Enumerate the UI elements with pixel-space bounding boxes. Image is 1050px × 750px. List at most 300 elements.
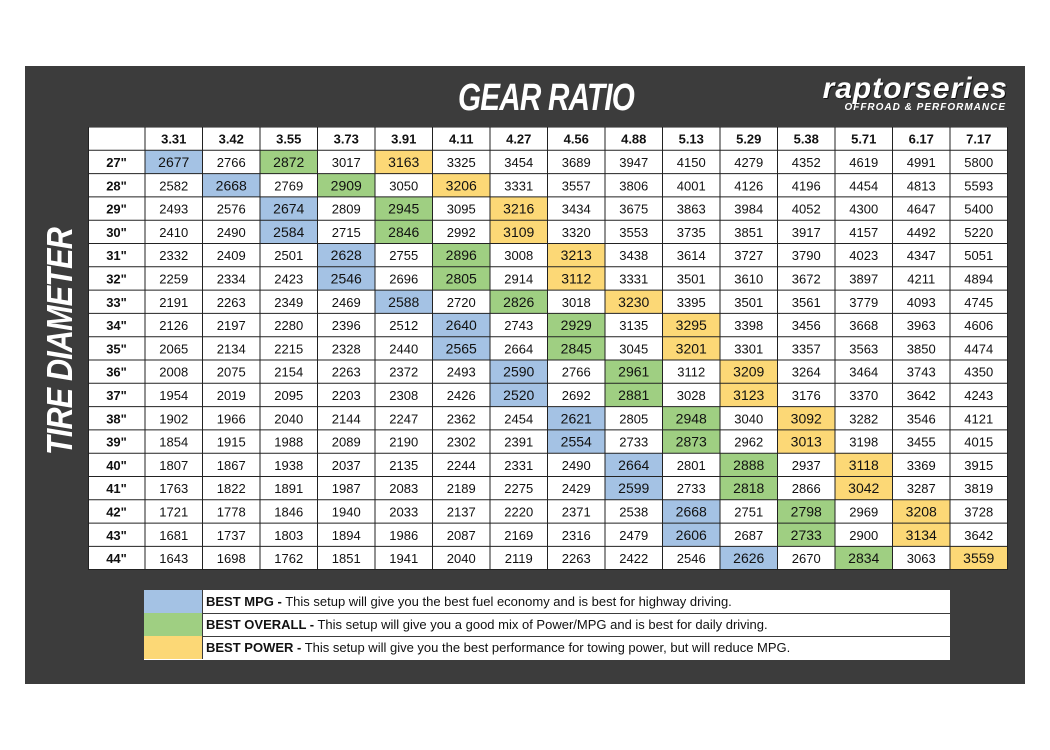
rpm-cell: 2805 bbox=[619, 411, 649, 427]
legend-text bbox=[206, 590, 732, 613]
rpm-cell: 3216 bbox=[503, 200, 535, 217]
rpm-cell: 5800 bbox=[964, 154, 994, 170]
row-header: 33" bbox=[106, 294, 127, 310]
rpm-cell: 2275 bbox=[504, 481, 534, 497]
row-header: 28" bbox=[106, 178, 127, 194]
rpm-cell: 1966 bbox=[216, 411, 246, 427]
rpm-cell: 3915 bbox=[964, 457, 994, 473]
rpm-cell: 1681 bbox=[159, 527, 189, 543]
row-header: 27" bbox=[106, 154, 127, 170]
rpm-cell: 2263 bbox=[216, 294, 246, 310]
rpm-cell: 4093 bbox=[906, 294, 936, 310]
rpm-cell: 2019 bbox=[216, 387, 246, 403]
rpm-cell: 2873 bbox=[675, 433, 707, 450]
legend-item-best-overall bbox=[144, 613, 950, 637]
chart-title: GEAR RATIO bbox=[458, 77, 635, 119]
column-header: 4.56 bbox=[563, 131, 589, 147]
rpm-cell: 4015 bbox=[964, 434, 994, 450]
rpm-cell: 2302 bbox=[446, 434, 476, 450]
rpm-cell: 2331 bbox=[504, 457, 534, 473]
legend-swatch-best-power bbox=[144, 636, 203, 659]
rpm-cell: 4350 bbox=[964, 364, 994, 380]
rpm-cell: 3018 bbox=[561, 294, 591, 310]
rpm-cell: 3135 bbox=[619, 318, 649, 334]
rpm-cell: 3208 bbox=[905, 503, 937, 520]
rpm-cell: 2801 bbox=[676, 457, 706, 473]
rpm-cell: 3198 bbox=[849, 434, 879, 450]
rpm-cell: 2969 bbox=[849, 504, 879, 520]
rpm-cell: 2845 bbox=[560, 340, 592, 357]
rpm-cell: 2992 bbox=[446, 224, 476, 240]
rpm-cell: 3040 bbox=[734, 411, 764, 427]
column-header: 4.11 bbox=[448, 131, 474, 147]
rpm-cell: 2914 bbox=[504, 271, 534, 287]
rpm-cell: 2826 bbox=[503, 293, 535, 310]
rpm-cell: 2409 bbox=[216, 248, 246, 264]
rpm-cell: 2423 bbox=[274, 271, 304, 287]
rpm-cell: 2065 bbox=[159, 341, 189, 357]
rpm-cell: 2520 bbox=[503, 386, 535, 403]
rpm-cell: 3295 bbox=[675, 317, 707, 334]
rpm-cell: 1902 bbox=[159, 411, 189, 427]
rpm-cell: 1988 bbox=[274, 434, 304, 450]
rpm-cell: 3561 bbox=[791, 294, 821, 310]
rpm-cell: 2606 bbox=[675, 526, 707, 543]
rpm-cell: 4619 bbox=[849, 154, 879, 170]
rpm-cell: 3984 bbox=[734, 201, 764, 217]
column-header: 5.13 bbox=[678, 131, 704, 147]
rpm-cell: 2469 bbox=[331, 294, 361, 310]
rpm-cell: 2144 bbox=[331, 411, 361, 427]
column-header: 3.55 bbox=[276, 131, 302, 147]
rpm-cell: 1940 bbox=[331, 504, 361, 520]
rpm-cell: 2244 bbox=[446, 457, 476, 473]
rpm-cell: 2247 bbox=[389, 411, 419, 427]
rpm-cell: 1643 bbox=[159, 551, 189, 567]
rpm-cell: 2083 bbox=[389, 481, 419, 497]
rpm-cell: 2715 bbox=[331, 224, 361, 240]
rpm-cell: 2834 bbox=[848, 550, 880, 567]
rpm-cell: 4023 bbox=[849, 248, 879, 264]
rpm-cell: 3727 bbox=[734, 248, 764, 264]
rpm-cell: 2490 bbox=[561, 457, 591, 473]
rpm-cell: 4991 bbox=[906, 154, 936, 170]
rpm-cell: 2866 bbox=[791, 481, 821, 497]
rpm-cell: 4121 bbox=[964, 411, 994, 427]
rpm-cell: 2937 bbox=[791, 457, 821, 473]
rpm-cell: 2215 bbox=[274, 341, 304, 357]
rpm-cell: 3806 bbox=[619, 178, 649, 194]
rpm-cell: 3501 bbox=[734, 294, 764, 310]
column-header: 5.29 bbox=[736, 131, 762, 147]
rpm-cell: 3176 bbox=[791, 387, 821, 403]
rpm-cell: 3553 bbox=[619, 224, 649, 240]
rpm-cell: 3092 bbox=[790, 410, 822, 427]
rpm-cell: 3851 bbox=[734, 224, 764, 240]
legend-label: BEST OVERALL - bbox=[206, 617, 315, 632]
rpm-cell: 2190 bbox=[389, 434, 419, 450]
rpm-cell: 2881 bbox=[618, 386, 650, 403]
rpm-cell: 5220 bbox=[964, 224, 994, 240]
rpm-cell: 2948 bbox=[675, 410, 707, 427]
rpm-cell: 3863 bbox=[676, 201, 706, 217]
rpm-cell: 1894 bbox=[331, 527, 361, 543]
rpm-cell: 2962 bbox=[734, 434, 764, 450]
rpm-cell: 3230 bbox=[618, 293, 650, 310]
rpm-cell: 2396 bbox=[331, 318, 361, 334]
gear-ratio-grid bbox=[88, 127, 1008, 570]
column-header: 4.27 bbox=[506, 131, 532, 147]
rpm-cell: 3610 bbox=[734, 271, 764, 287]
rpm-cell: 3850 bbox=[906, 341, 936, 357]
rpm-cell: 2426 bbox=[446, 387, 476, 403]
rpm-cell: 2961 bbox=[618, 363, 650, 380]
rpm-cell: 2490 bbox=[216, 224, 246, 240]
rpm-cell: 2191 bbox=[159, 294, 189, 310]
rpm-cell: 2479 bbox=[619, 527, 649, 543]
rpm-cell: 2075 bbox=[216, 364, 246, 380]
row-header: 39" bbox=[106, 434, 127, 450]
rpm-cell: 3398 bbox=[734, 318, 764, 334]
rpm-cell: 2422 bbox=[619, 551, 649, 567]
rpm-cell: 4001 bbox=[676, 178, 706, 194]
rpm-cell: 4196 bbox=[791, 178, 821, 194]
rpm-cell: 1698 bbox=[216, 551, 246, 567]
rpm-cell: 2391 bbox=[504, 434, 534, 450]
rpm-cell: 3689 bbox=[561, 154, 591, 170]
rpm-cell: 3370 bbox=[849, 387, 879, 403]
rpm-cell: 1737 bbox=[216, 527, 246, 543]
legend bbox=[144, 590, 950, 660]
column-header: 6.17 bbox=[908, 131, 934, 147]
rpm-cell: 2316 bbox=[561, 527, 591, 543]
legend-description: This setup will give you a good mix of Power/MPG and is best for daily driving. bbox=[314, 617, 768, 632]
rpm-cell: 4647 bbox=[906, 201, 936, 217]
rpm-cell: 2334 bbox=[216, 271, 246, 287]
legend-description: This setup will give you the best performance for towing power, but will reduce MPG. bbox=[301, 640, 791, 655]
rpm-cell: 3118 bbox=[848, 456, 879, 473]
rpm-cell: 2582 bbox=[159, 178, 189, 194]
rpm-cell: 3642 bbox=[964, 527, 994, 543]
rpm-cell: 2769 bbox=[274, 178, 304, 194]
rpm-cell: 4157 bbox=[849, 224, 879, 240]
rpm-cell: 1851 bbox=[331, 551, 361, 567]
rpm-cell: 3819 bbox=[964, 481, 994, 497]
rpm-cell: 2664 bbox=[618, 456, 650, 473]
rpm-cell: 3063 bbox=[906, 551, 936, 567]
row-header: 36" bbox=[106, 364, 127, 380]
rpm-cell: 2328 bbox=[331, 341, 361, 357]
rpm-cell: 2751 bbox=[734, 504, 764, 520]
legend-swatch-best-overall bbox=[144, 613, 203, 636]
rpm-cell: 2095 bbox=[274, 387, 304, 403]
rpm-cell: 3008 bbox=[504, 248, 534, 264]
rpm-cell: 2332 bbox=[159, 248, 189, 264]
row-header: 43" bbox=[106, 527, 127, 543]
rpm-cell: 2692 bbox=[561, 387, 591, 403]
rpm-cell: 1846 bbox=[274, 504, 304, 520]
rpm-cell: 3897 bbox=[849, 271, 879, 287]
legend-swatch-best-mpg bbox=[144, 590, 203, 613]
rpm-cell: 2220 bbox=[504, 504, 534, 520]
rpm-cell: 4300 bbox=[849, 201, 879, 217]
rpm-cell: 3028 bbox=[676, 387, 706, 403]
rpm-cell: 2263 bbox=[561, 551, 591, 567]
rpm-cell: 3668 bbox=[849, 318, 879, 334]
rpm-cell: 3112 bbox=[561, 270, 592, 287]
rpm-cell: 2259 bbox=[159, 271, 189, 287]
rpm-cell: 2945 bbox=[388, 200, 420, 217]
rpm-cell: 2037 bbox=[331, 457, 361, 473]
brand-name: raptorseries bbox=[822, 72, 1008, 105]
rpm-cell: 4606 bbox=[964, 318, 994, 334]
rpm-cell: 2670 bbox=[791, 551, 821, 567]
rpm-cell: 1891 bbox=[274, 481, 304, 497]
rpm-cell: 3123 bbox=[733, 386, 765, 403]
rpm-cell: 1803 bbox=[274, 527, 304, 543]
row-header: 37" bbox=[106, 387, 127, 403]
rpm-cell: 2818 bbox=[733, 480, 765, 497]
rpm-cell: 2008 bbox=[159, 364, 189, 380]
rpm-cell: 2154 bbox=[274, 364, 304, 380]
rpm-cell: 2766 bbox=[561, 364, 591, 380]
rpm-cell: 3642 bbox=[906, 387, 936, 403]
rpm-cell: 2033 bbox=[389, 504, 419, 520]
brand-tagline: OFFROAD & PERFORMANCE bbox=[844, 102, 1006, 113]
row-header: 44" bbox=[106, 551, 127, 567]
rpm-cell: 4474 bbox=[964, 341, 994, 357]
rpm-cell: 3357 bbox=[791, 341, 821, 357]
row-header: 32" bbox=[106, 271, 127, 287]
rpm-cell: 3779 bbox=[849, 294, 879, 310]
rpm-cell: 2720 bbox=[446, 294, 476, 310]
rpm-cell: 2588 bbox=[388, 293, 420, 310]
rpm-cell: 3045 bbox=[619, 341, 649, 357]
rpm-cell: 3369 bbox=[906, 457, 936, 473]
rpm-cell: 2626 bbox=[733, 550, 765, 567]
rpm-cell: 2554 bbox=[560, 433, 592, 450]
rpm-cell: 3109 bbox=[503, 223, 535, 240]
rpm-cell: 1867 bbox=[216, 457, 246, 473]
rpm-cell: 2584 bbox=[273, 223, 305, 240]
rpm-cell: 2040 bbox=[446, 551, 476, 567]
rpm-cell: 2696 bbox=[389, 271, 419, 287]
row-header: 30" bbox=[106, 224, 127, 240]
rpm-cell: 4279 bbox=[734, 154, 764, 170]
rpm-cell: 3917 bbox=[791, 224, 821, 240]
rpm-cell: 2169 bbox=[504, 527, 534, 543]
rpm-cell: 2599 bbox=[618, 480, 650, 497]
rpm-cell: 2454 bbox=[504, 411, 534, 427]
legend-text bbox=[206, 613, 768, 636]
rpm-cell: 2137 bbox=[446, 504, 476, 520]
rpm-cell: 3456 bbox=[791, 318, 821, 334]
rpm-cell: 3095 bbox=[446, 201, 476, 217]
rpm-cell: 2087 bbox=[446, 527, 476, 543]
row-header: 38" bbox=[106, 411, 127, 427]
rpm-cell: 4492 bbox=[906, 224, 936, 240]
rpm-cell: 4243 bbox=[964, 387, 994, 403]
rpm-cell: 1915 bbox=[216, 434, 246, 450]
rpm-cell: 2872 bbox=[273, 153, 305, 170]
rpm-cell: 3331 bbox=[504, 178, 534, 194]
rpm-cell: 3301 bbox=[734, 341, 764, 357]
rpm-cell: 2677 bbox=[158, 153, 190, 170]
rpm-cell: 3559 bbox=[963, 550, 995, 567]
rpm-cell: 3050 bbox=[389, 178, 419, 194]
rpm-cell: 1941 bbox=[389, 551, 419, 567]
rpm-cell: 4126 bbox=[734, 178, 764, 194]
rpm-cell: 3455 bbox=[906, 434, 936, 450]
row-header: 31" bbox=[106, 248, 127, 264]
rpm-cell: 1938 bbox=[274, 457, 304, 473]
rpm-cell: 2546 bbox=[676, 551, 706, 567]
rpm-cell: 3282 bbox=[849, 411, 879, 427]
rpm-cell: 1854 bbox=[159, 434, 189, 450]
rpm-cell: 2565 bbox=[445, 340, 477, 357]
rpm-cell: 4052 bbox=[791, 201, 821, 217]
rpm-cell: 3675 bbox=[619, 201, 649, 217]
rpm-cell: 2349 bbox=[274, 294, 304, 310]
rpm-cell: 3264 bbox=[791, 364, 821, 380]
rpm-cell: 3614 bbox=[676, 248, 706, 264]
rpm-cell: 3743 bbox=[906, 364, 936, 380]
rpm-cell: 3331 bbox=[619, 271, 649, 287]
rpm-cell: 3395 bbox=[676, 294, 706, 310]
rpm-cell: 2755 bbox=[389, 248, 419, 264]
rpm-cell: 2687 bbox=[734, 527, 764, 543]
column-header: 3.42 bbox=[218, 131, 244, 147]
rpm-cell: 2308 bbox=[389, 387, 419, 403]
column-header: 5.71 bbox=[851, 131, 877, 147]
rpm-cell: 2493 bbox=[446, 364, 476, 380]
rpm-cell: 3672 bbox=[791, 271, 821, 287]
rpm-cell: 2668 bbox=[675, 503, 707, 520]
rpm-cell: 3134 bbox=[905, 526, 937, 543]
legend-item-best-power bbox=[144, 636, 950, 659]
rpm-cell: 2628 bbox=[330, 247, 362, 264]
rpm-cell: 2203 bbox=[331, 387, 361, 403]
rpm-cell: 2372 bbox=[389, 364, 419, 380]
column-header: 3.91 bbox=[391, 131, 417, 147]
rpm-cell: 4745 bbox=[964, 294, 994, 310]
rpm-cell: 3163 bbox=[388, 153, 420, 170]
rpm-cell: 2576 bbox=[216, 201, 246, 217]
rpm-cell: 3464 bbox=[849, 364, 879, 380]
rpm-cell: 3213 bbox=[560, 247, 592, 264]
rpm-cell: 2429 bbox=[561, 481, 591, 497]
rpm-cell: 1807 bbox=[159, 457, 189, 473]
rpm-cell: 2888 bbox=[733, 456, 765, 473]
rpm-cell: 3325 bbox=[446, 154, 476, 170]
rpm-cell: 2512 bbox=[389, 318, 419, 334]
y-axis-title bbox=[36, 228, 84, 475]
gear-ratio-table bbox=[88, 127, 1008, 570]
brand-logo bbox=[780, 74, 1010, 118]
rpm-cell: 3206 bbox=[445, 177, 477, 194]
rpm-cell: 3320 bbox=[561, 224, 591, 240]
rpm-cell: 2280 bbox=[274, 318, 304, 334]
rpm-cell: 4352 bbox=[791, 154, 821, 170]
rpm-cell: 3434 bbox=[561, 201, 591, 217]
rpm-cell: 2371 bbox=[561, 504, 591, 520]
rpm-cell: 3438 bbox=[619, 248, 649, 264]
rpm-cell: 2134 bbox=[216, 341, 246, 357]
column-header: 3.31 bbox=[161, 131, 187, 147]
rpm-cell: 2640 bbox=[445, 317, 477, 334]
rpm-cell: 2410 bbox=[159, 224, 189, 240]
rpm-cell: 1763 bbox=[159, 481, 189, 497]
column-header: 5.38 bbox=[793, 131, 819, 147]
row-header: 42" bbox=[106, 504, 127, 520]
rpm-cell: 4347 bbox=[906, 248, 936, 264]
rpm-cell: 2809 bbox=[331, 201, 361, 217]
rpm-cell: 3013 bbox=[790, 433, 822, 450]
rpm-cell: 2126 bbox=[159, 318, 189, 334]
rpm-cell: 2900 bbox=[849, 527, 879, 543]
rpm-cell: 4894 bbox=[964, 271, 994, 287]
rpm-cell: 2798 bbox=[790, 503, 822, 520]
legend-description: This setup will give you the best fuel economy and is best for highway driving. bbox=[281, 594, 732, 609]
rpm-cell: 2733 bbox=[790, 526, 822, 543]
rpm-cell: 2119 bbox=[504, 551, 533, 567]
y-axis-title-text: TIRE DIAMETER bbox=[39, 228, 80, 455]
legend-label: BEST POWER - bbox=[206, 640, 302, 655]
rpm-cell: 1721 bbox=[159, 504, 189, 520]
rpm-cell: 2733 bbox=[676, 481, 706, 497]
legend-text bbox=[206, 636, 790, 659]
rpm-cell: 3201 bbox=[675, 340, 707, 357]
row-header: 41" bbox=[106, 481, 127, 497]
rpm-cell: 3963 bbox=[906, 318, 936, 334]
rpm-cell: 2263 bbox=[331, 364, 361, 380]
rpm-cell: 3557 bbox=[561, 178, 591, 194]
rpm-cell: 2440 bbox=[389, 341, 419, 357]
rpm-cell: 2766 bbox=[216, 154, 246, 170]
rpm-cell: 5400 bbox=[964, 201, 994, 217]
rpm-cell: 2929 bbox=[560, 317, 592, 334]
rpm-cell: 2189 bbox=[446, 481, 476, 497]
rpm-cell: 5593 bbox=[964, 178, 994, 194]
row-header: 34" bbox=[106, 318, 127, 334]
rpm-cell: 3209 bbox=[733, 363, 765, 380]
rpm-cell: 3546 bbox=[906, 411, 936, 427]
rpm-cell: 3563 bbox=[849, 341, 879, 357]
rpm-cell: 1954 bbox=[159, 387, 189, 403]
rpm-cell: 2733 bbox=[619, 434, 649, 450]
rpm-cell: 1986 bbox=[389, 527, 419, 543]
rpm-cell: 2538 bbox=[619, 504, 649, 520]
rpm-cell: 2621 bbox=[560, 410, 592, 427]
rpm-cell: 3728 bbox=[964, 504, 994, 520]
rpm-cell: 3287 bbox=[906, 481, 936, 497]
rpm-cell: 1778 bbox=[216, 504, 246, 520]
legend-item-best-mpg bbox=[144, 590, 950, 614]
rpm-cell: 2040 bbox=[274, 411, 304, 427]
rpm-cell: 2664 bbox=[504, 341, 534, 357]
row-header: 40" bbox=[106, 457, 127, 473]
rpm-cell: 2805 bbox=[445, 270, 477, 287]
rpm-cell: 3790 bbox=[791, 248, 821, 264]
rpm-cell: 2089 bbox=[331, 434, 361, 450]
row-header: 29" bbox=[106, 201, 127, 217]
rpm-cell: 3947 bbox=[619, 154, 649, 170]
rpm-cell: 2668 bbox=[215, 177, 247, 194]
rpm-cell: 4211 bbox=[907, 271, 936, 287]
rpm-cell: 2590 bbox=[503, 363, 535, 380]
rpm-cell: 1822 bbox=[216, 481, 246, 497]
rpm-cell: 5051 bbox=[964, 248, 994, 264]
